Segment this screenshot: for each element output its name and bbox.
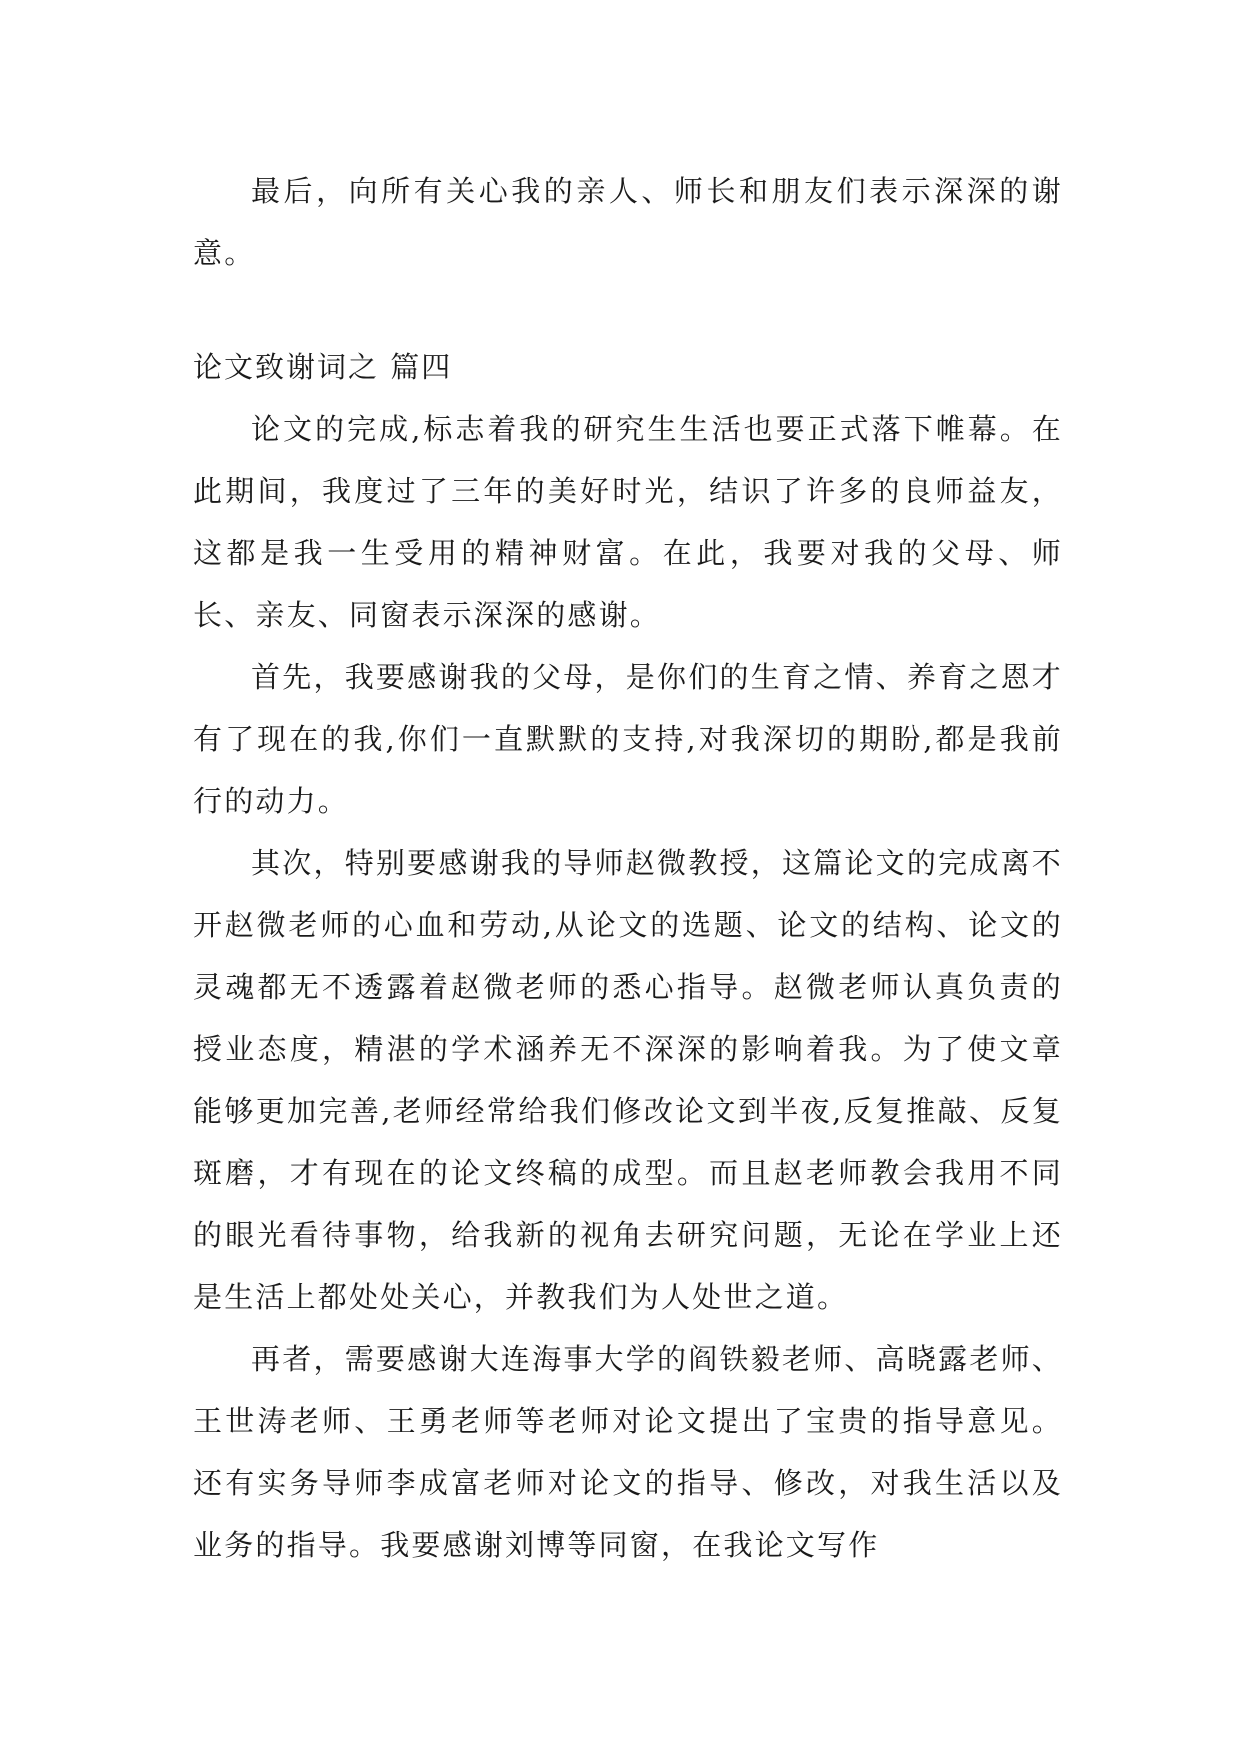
- paragraph-advisor: 其次，特别要感谢我的导师赵微教授，这篇论文的完成离不开赵微老师的心血和劳动,从论文的选题、论文的结构、论文的灵魂都无不透露着赵微老师的悉心指导。赵微老师认真负责的授业态度，精湛的学术涵养无不深深的影响着我。为了使文章能够更加完善,老师经常给我们修改论文到半夜,反复推敲、反复斑磨，才有现在的论文终稿的成型。而且赵老师教会我用不同的眼光看待事物，给我新的视角去研究问题，无论在学业上还是生活上都处处关心，并教我们为人处世之道。: [193, 846, 1063, 1314]
- section-title: 论文致谢词之 篇四: [193, 350, 453, 384]
- paragraph-parents: 首先，我要感谢我的父母，是你们的生育之情、养育之恩才有了现在的我,你们一直默默的支持,对我深切的期盼,都是我前行的动力。: [193, 660, 1063, 818]
- paragraph-intro: 论文的完成,标志着我的研究生生活也要正式落下帷幕。在此期间，我度过了三年的美好时光，结识了许多的良师益友，这都是我一生受用的精神财富。在此，我要对我的父母、师长、亲友、同窗表示深深的感谢。: [193, 412, 1063, 632]
- document-body: [193, 160, 1063, 1576]
- paragraph-teachers: 再者，需要感谢大连海事大学的阎铁毅老师、高晓露老师、王世涛老师、王勇老师等老师对论文提出了宝贵的指导意见。还有实务导师李成富老师对论文的指导、修改，对我生活以及业务的指导。我要感谢刘博等同窗，在我论文写作: [193, 1342, 1063, 1562]
- closing-paragraph: 最后，向所有关心我的亲人、师长和朋友们表示深深的谢意。: [193, 174, 1063, 270]
